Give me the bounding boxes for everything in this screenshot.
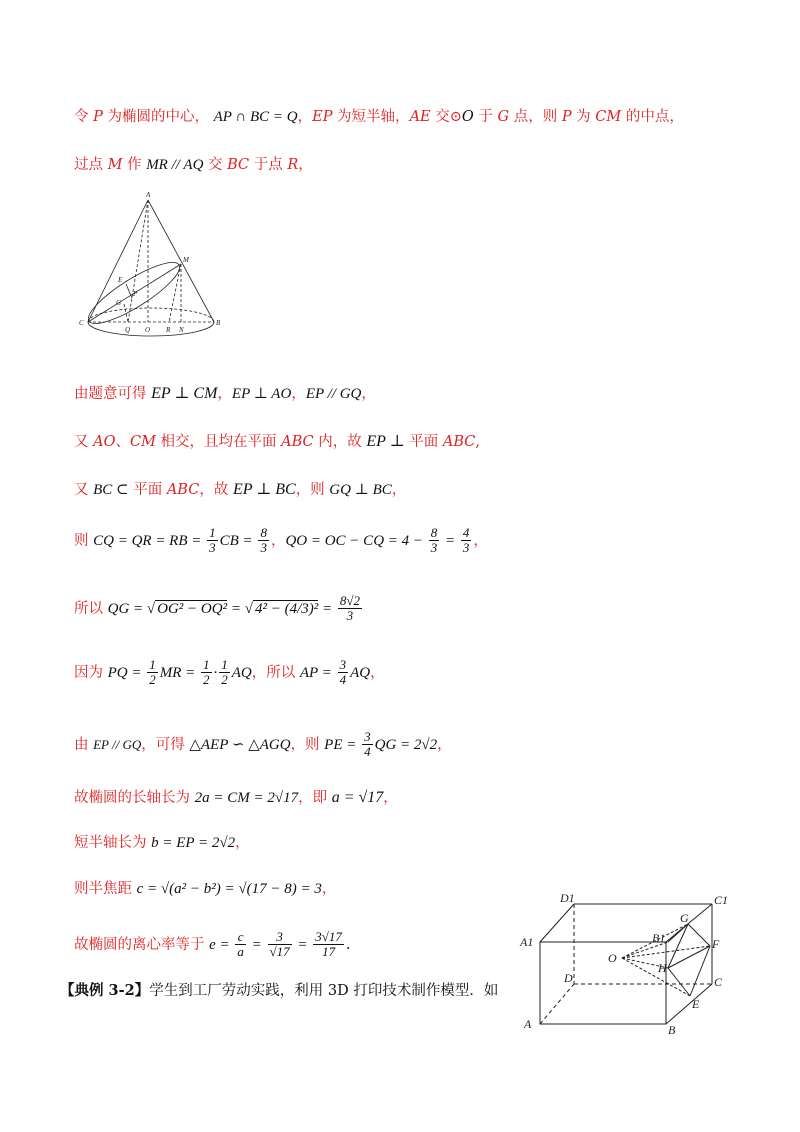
math-expr: e = xyxy=(209,936,234,953)
box-label-o: O xyxy=(608,951,617,965)
text: 令 xyxy=(74,109,94,125)
edge-a1d1 xyxy=(540,904,574,942)
math-expr: QO = OC − CQ = 4 − xyxy=(285,532,427,549)
solution-line-2 xyxy=(74,158,313,173)
text: ， xyxy=(235,835,250,851)
text: 过点 xyxy=(74,157,108,173)
line-he xyxy=(668,968,690,996)
cone-base-front xyxy=(88,322,214,336)
frac-num: 8 xyxy=(260,525,267,540)
math-expr: AP = xyxy=(299,664,336,681)
box-label-b: B xyxy=(668,1023,676,1037)
text: 为 xyxy=(571,109,596,125)
solution-line-5 xyxy=(74,482,406,498)
frac-den: √17 xyxy=(269,944,290,960)
solution-line-8 xyxy=(74,658,385,688)
math-expr: CB = xyxy=(219,532,257,549)
frac-num: 3 xyxy=(268,930,292,945)
frac-num: 1 xyxy=(149,657,156,672)
fraction xyxy=(258,526,269,556)
fraction xyxy=(219,658,230,688)
solution-line-1 xyxy=(74,110,684,125)
text: 因为 xyxy=(74,664,108,681)
text: 故椭圆的长轴长为 xyxy=(74,790,195,806)
text: 相交，且均在平面 xyxy=(155,434,282,450)
box-label-b1: B1 xyxy=(652,931,666,945)
text: 为短半轴， xyxy=(332,109,410,125)
cone-label-o: O xyxy=(145,326,151,334)
edge-b1c1 xyxy=(666,904,712,942)
text: ， xyxy=(217,386,232,402)
cone-label-p: P xyxy=(133,290,138,298)
frac-num: 8√2 xyxy=(339,593,360,608)
text: 由题意可得 xyxy=(74,386,152,402)
math-expr: GQ ⊥ BC xyxy=(329,482,392,498)
text: ， xyxy=(473,532,488,549)
line-oe xyxy=(622,958,690,996)
text: 的中点， xyxy=(621,109,684,125)
text: ， xyxy=(298,157,313,173)
text: ，所以 xyxy=(251,664,300,681)
math-expr: AP ∩ BC = Q xyxy=(213,109,298,125)
fraction xyxy=(429,526,440,556)
text: 平面 xyxy=(404,434,443,450)
math-expr: EP ⊥ BC xyxy=(232,481,296,498)
text: ，则 xyxy=(295,482,330,498)
box-label-h: H xyxy=(658,961,667,975)
var: O xyxy=(461,109,474,125)
frac-num: 3 xyxy=(364,729,371,744)
text: 交⊙ xyxy=(430,109,462,125)
example-label: 【典例 3-2】 xyxy=(60,982,150,999)
box-label-c1: C1 xyxy=(714,893,729,907)
solution-line-13 xyxy=(74,930,351,960)
text: ， xyxy=(321,881,337,897)
frac-num: 4 xyxy=(462,525,470,540)
cone-label-m: M xyxy=(183,256,189,264)
var: BC xyxy=(227,157,250,173)
fraction xyxy=(338,658,349,688)
frac-den: 3 xyxy=(209,540,216,556)
frac-den: 2 xyxy=(203,672,210,688)
solution-line-9 xyxy=(74,730,452,760)
text: ， xyxy=(270,532,286,549)
frac-den: 2 xyxy=(221,672,228,688)
edge-bc xyxy=(666,984,712,1024)
text: ， xyxy=(291,386,306,402)
var: R xyxy=(287,157,299,173)
text: ， xyxy=(383,790,398,806)
text: 由 xyxy=(74,736,94,753)
box-label-g: G xyxy=(680,911,689,925)
frac-den: 17 xyxy=(322,944,336,960)
text: ， xyxy=(437,736,452,753)
var: CM xyxy=(129,434,156,450)
text: ，则 xyxy=(290,736,325,753)
text: 于 xyxy=(473,109,498,125)
fraction xyxy=(147,658,158,688)
math-expr: = xyxy=(293,936,312,953)
text: 作 xyxy=(122,157,147,173)
cone-label-a: A xyxy=(146,191,151,199)
box-label-a: A xyxy=(524,1017,532,1031)
var: ABC xyxy=(281,434,314,450)
math-expr: PE = xyxy=(324,736,361,753)
box-label-a1: A1 xyxy=(520,935,534,949)
var: ABC xyxy=(442,434,476,450)
text: 于点 xyxy=(249,157,288,173)
box-label-f: F xyxy=(712,937,720,951)
text: 学生到工厂劳动实践，利用 3D 打印技术制作模型．如 xyxy=(149,983,499,999)
fraction xyxy=(207,526,218,556)
fraction xyxy=(201,658,212,688)
frac-den: 4 xyxy=(364,744,371,760)
math-expr: EP ⊥ xyxy=(366,433,405,450)
solution-line-12 xyxy=(74,882,336,897)
text: 所以 xyxy=(74,600,108,617)
math-expr: EP ⊥ AO xyxy=(231,386,292,402)
math-expr: MR = xyxy=(159,664,200,681)
box-label-e: E xyxy=(692,997,700,1011)
math-expr: EP // GQ xyxy=(93,736,142,752)
line-aq xyxy=(128,200,148,322)
line-gh xyxy=(668,924,688,968)
math-expr: QG = 2√2 xyxy=(374,736,438,753)
text: 又 xyxy=(74,434,94,450)
math-expr: · xyxy=(213,664,218,681)
fraction xyxy=(313,930,344,960)
cone-label-n: N xyxy=(179,326,184,334)
var: EP xyxy=(312,109,333,125)
frac-den: 4 xyxy=(339,672,347,688)
cone-label-g: G xyxy=(116,299,122,307)
var: P xyxy=(561,109,572,125)
frac-num: 1 xyxy=(209,525,216,540)
math-expr: = xyxy=(441,532,459,549)
solution-line-6 xyxy=(74,526,488,556)
box-label-d: D xyxy=(564,971,573,985)
text: 则 xyxy=(74,532,94,549)
math-expr: EP // GQ xyxy=(305,386,362,402)
var: P xyxy=(93,109,103,125)
solution-line-4 xyxy=(74,434,480,450)
solution-line-7 xyxy=(74,594,364,624)
text: 又 xyxy=(74,482,94,498)
var: ABC xyxy=(166,482,200,498)
line-mr xyxy=(169,264,181,322)
text: , xyxy=(475,434,480,450)
cone-label-b: B xyxy=(216,319,221,327)
frac-num: 8 xyxy=(430,525,438,540)
cone-label-q: Q xyxy=(125,326,131,334)
cone-label-r: R xyxy=(166,326,171,334)
math-expr: = xyxy=(318,600,336,617)
text: ， xyxy=(391,482,407,498)
cone-diagram xyxy=(74,188,224,346)
math-expr: MR // AQ xyxy=(146,157,204,173)
math-expr: PQ = xyxy=(107,664,146,681)
text: 内，故 xyxy=(313,434,367,450)
solution-line-11 xyxy=(74,836,250,851)
fraction xyxy=(268,930,292,960)
solution-line-10 xyxy=(74,790,398,806)
math-expr: △AEP ∽ △AGQ xyxy=(189,736,291,753)
text: 故椭圆的离心率等于 xyxy=(74,936,210,953)
frac-num: c xyxy=(235,930,246,945)
math-expr: 2a = CM = 2√17 xyxy=(194,790,299,806)
line-ep xyxy=(126,284,132,298)
text: 点，则 xyxy=(509,109,562,125)
fraction xyxy=(362,730,373,760)
frac-num: 3 xyxy=(339,657,347,672)
frac-num: 1 xyxy=(203,657,210,672)
var: AO xyxy=(93,434,116,450)
text: ， xyxy=(370,664,385,681)
text: . xyxy=(345,936,351,953)
cone-edge-right xyxy=(148,200,214,322)
box-label-d1: D1 xyxy=(560,891,575,905)
math-expr: QG = √ xyxy=(107,600,156,617)
frac-den: 3 xyxy=(430,540,438,556)
math-radicand: OG² − OQ² xyxy=(157,600,228,617)
text: ，可得 xyxy=(141,736,190,753)
fraction xyxy=(461,526,472,556)
frac-num: 1 xyxy=(221,657,228,672)
box-diagram xyxy=(518,888,730,1038)
example-heading xyxy=(60,984,498,999)
frac-den: a xyxy=(237,944,244,960)
math-expr: = √ xyxy=(227,600,253,617)
line-gf xyxy=(688,924,710,946)
text: 短半轴长为 xyxy=(74,835,152,851)
text: 为椭圆的中心， xyxy=(102,109,209,125)
math-expr: a = √17 xyxy=(331,789,384,806)
fraction xyxy=(338,594,362,624)
solution-line-3 xyxy=(74,386,376,402)
math-expr: c = √(a² − b²) = √(17 − 8) = 3 xyxy=(136,881,322,897)
math-expr: AQ xyxy=(231,664,252,681)
text: 则半焦距 xyxy=(74,881,137,897)
text: 、 xyxy=(115,434,130,450)
text: ，即 xyxy=(298,790,332,806)
math-radicand: 4² − (4/3)² xyxy=(254,600,319,617)
text: ，故 xyxy=(199,482,233,498)
frac-den: 3 xyxy=(346,608,354,624)
frac-den: 3 xyxy=(462,540,470,556)
math-expr: EP ⊥ CM xyxy=(151,385,218,402)
frac-num: 3√17 xyxy=(315,929,342,944)
math-expr: b = EP = 2√2 xyxy=(151,835,236,851)
math-expr: AQ xyxy=(350,664,371,681)
text: 平面 xyxy=(128,482,167,498)
math-expr: CQ = QR = RB = xyxy=(93,532,206,549)
text: 交 xyxy=(203,157,228,173)
edge-ad xyxy=(540,984,574,1024)
math-expr: = xyxy=(247,936,266,953)
text: ， xyxy=(297,109,313,125)
frac-den: 3 xyxy=(260,540,267,556)
fraction xyxy=(235,930,246,960)
text: ， xyxy=(361,386,376,402)
frac-den: 2 xyxy=(149,672,156,688)
var: M xyxy=(107,157,123,173)
var: AE xyxy=(409,109,431,125)
cone-label-e: E xyxy=(118,276,123,284)
box-label-c: C xyxy=(714,975,723,989)
var: G xyxy=(497,109,510,125)
cone-label-c: C xyxy=(79,319,84,327)
math-expr: BC ⊂ xyxy=(93,482,129,498)
var: CM xyxy=(595,109,622,125)
